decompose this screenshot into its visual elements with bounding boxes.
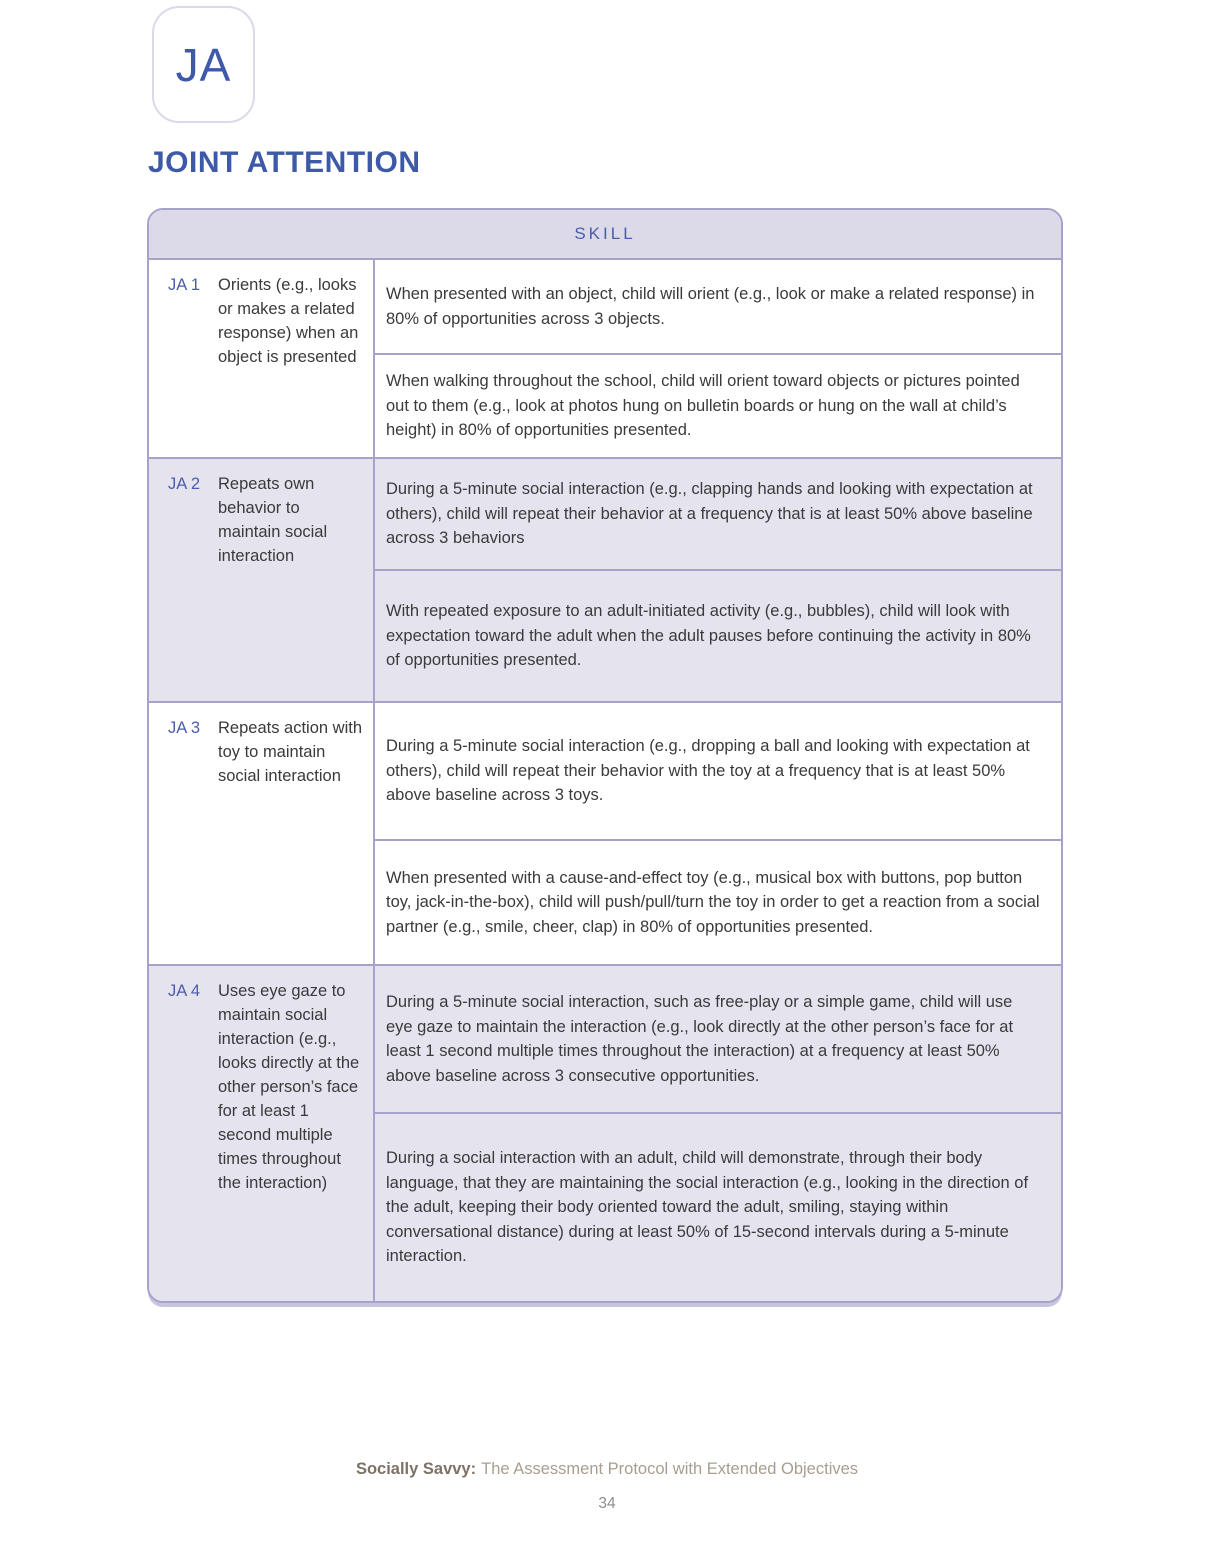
skill-column-header: SKILL — [149, 210, 1061, 260]
skill-description: Orients (e.g., looks or makes a related response) when an object is presented — [218, 276, 359, 366]
objective-text: When walking throughout the school, child will orient toward objects or pictures pointed out to them (e.g., look at photos hung on bulletin boards or hung on the wall at child’s height) in 80% of opportunities presented. — [386, 372, 1020, 440]
objective-text: During a 5-minute social interaction, such as free-play or a simple game, child will use eye gaze to maintain the interaction (e.g., look directly at the other person’s face for at least 1 second multiple times throughout the interaction) at a frequency at least 50% above baseline across 3 consecutive opportunities. — [375, 966, 1061, 1114]
book-title: Socially Savvy: — [355, 1460, 477, 1478]
section-badge-label: JA — [175, 38, 232, 91]
skill-table — [147, 208, 1063, 1303]
page-title: JOINT ATTENTION — [148, 146, 421, 179]
book-credit — [0, 1460, 1214, 1479]
skill-cell — [149, 459, 375, 701]
table-row — [149, 260, 1061, 459]
skill-code: JA 2 — [168, 475, 201, 493]
objective-text: When presented with a cause-and-effect toy (e.g., musical box with buttons, pop button toy, jack-in-the-box), child will push/pull/turn the toy in order to get a reaction from a social partner (e.g., smile, cheer, clap) in 80% of opportunities presented. — [386, 868, 1040, 936]
objectives-cell — [375, 703, 1061, 964]
objective-text: When presented with an object, child will orient (e.g., look or make a related response) in 80% of opportunities across 3 objects. — [375, 260, 1061, 355]
skill-cell — [149, 703, 375, 964]
objective-text: During a social interaction with an adult, child will demonstrate, through their body language, that they are maintaining the social interaction (e.g., looking in the direction of the adult, keeping their body oriented toward the adult, smiling, staying within conversational distance) during at least 50% of 15-second intervals during a 5-minute interaction. — [386, 1149, 1029, 1266]
skill-cell — [149, 260, 375, 457]
objectives-cell — [375, 260, 1061, 457]
objective-text: During a 5-minute social interaction (e.g., clapping hands and looking with expectation at others), child will repeat their behavior at a frequency that is at least 50% above baseline across 3 behaviors — [375, 459, 1061, 571]
table-row — [149, 966, 1061, 1301]
table-row — [149, 459, 1061, 703]
skill-code: JA 4 — [168, 982, 201, 1000]
book-subtitle: The Assessment Protocol with Extended Objectives — [481, 1460, 859, 1478]
objectives-cell — [375, 459, 1061, 701]
skill-description: Repeats own behavior to maintain social interaction — [218, 475, 328, 565]
skill-description: Uses eye gaze to maintain social interaction (e.g., looks directly at the other person’s face for at least 1 second multiple times throughout the interaction) — [218, 982, 360, 1192]
page-number: 34 — [598, 1495, 616, 1512]
section-badge — [152, 6, 255, 123]
table-row — [149, 703, 1061, 966]
skill-description: Repeats action with toy to maintain social interaction — [218, 719, 362, 785]
objective-text: With repeated exposure to an adult-initiated activity (e.g., bubbles), child will look with expectation toward the adult when the adult pauses before continuing the activity in 80% of opportunities presented. — [386, 602, 1031, 670]
skill-code: JA 3 — [168, 719, 201, 737]
skill-code: JA 1 — [168, 276, 201, 294]
objectives-cell — [375, 966, 1061, 1301]
objective-text: During a 5-minute social interaction (e.g., dropping a ball and looking with expectation at others), child will repeat their behavior with the toy at a frequency that is at least 50% above baseline across 3 toys. — [375, 703, 1061, 841]
skill-cell — [149, 966, 375, 1301]
